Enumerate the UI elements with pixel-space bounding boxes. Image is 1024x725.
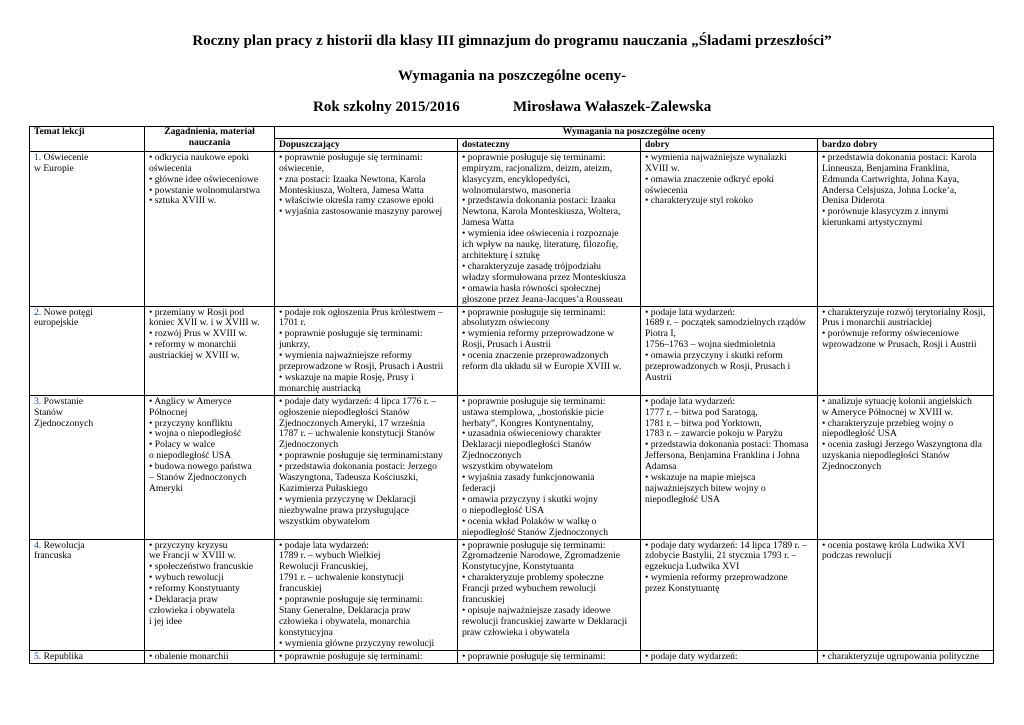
topic-line: europejskie — [34, 318, 79, 329]
cell-line: • podaje lata wydarzeń: — [645, 396, 735, 407]
cell-line: • podaje lata wydarzeń: — [279, 540, 369, 551]
cell-line: Zjednoczonych — [822, 462, 882, 473]
header-grade-bardzo-dobry: bardzo dobry — [818, 138, 994, 151]
cell-line: • omawia przyczyny i skutki wojny — [462, 494, 598, 505]
topic-cell — [30, 539, 145, 650]
topic-cell — [30, 306, 145, 395]
cell-line: • poprawnie posługuje się terminami: — [462, 152, 606, 163]
cell-line: podczas rewolucji — [822, 551, 892, 562]
cell-line: • omawia przyczyny i skutki reform — [645, 351, 783, 362]
cell-line: niepodległość Stanów Zjednoczonych — [462, 527, 609, 538]
cell-line: • wymienia główne przyczyny rewolucji — [279, 638, 435, 649]
lesson-number: 1. — [34, 152, 42, 163]
topic-cell — [30, 151, 145, 306]
cell-line: • poprawnie posługuje się terminami: — [462, 396, 606, 407]
issues-cell — [145, 539, 275, 650]
table-row — [30, 650, 994, 663]
cell-line: • poprawnie posługuje się terminami: — [279, 595, 423, 606]
cell-line: empiryzm, racjonalizm, deizm, ateizm, — [462, 163, 612, 174]
grade-dobry-cell — [641, 539, 818, 650]
grade-bardzo-dobry-cell — [818, 395, 994, 539]
cell-line: • podaje daty wydarzeń: 14 lipca 1789 r. – — [645, 540, 807, 551]
cell-line: • podaje lata wydarzeń: — [645, 307, 735, 318]
cell-line: • przedstawia dokonania postaci: Thomasa — [645, 440, 809, 451]
cell-line: ogłoszenie niepodległości Stanów — [279, 407, 410, 418]
cell-line: architekturę i sztukę — [462, 250, 540, 261]
cell-line: głoszone przez Jeana-Jacques’a Rousseau — [462, 294, 623, 305]
cell-line: • porównuje klasycyzm z innymi — [822, 207, 949, 218]
cell-line: wszystkim obywatelom — [462, 462, 553, 473]
cell-line: • wymienia najważniejsze reformy — [279, 351, 413, 362]
cell-line: 1701 r. — [279, 318, 306, 329]
cell-line: Francji przed wybuchem rewolucji — [462, 584, 596, 595]
cell-line: kierunkami artystycznymi — [822, 218, 923, 229]
cell-line: • wybuch rewolucji — [149, 573, 224, 584]
cell-line: • główne idee oświeceniowe — [149, 174, 259, 185]
cell-line: • reformy Konstytuanty — [149, 584, 240, 595]
topic-line: Oświecenie — [43, 152, 89, 163]
cell-line: ich wpływ na naukę, literaturę, filozofię, — [462, 240, 619, 251]
cell-line: • podaje daty wydarzeń: 4 lipca 1776 r. – — [279, 396, 437, 407]
cell-line: • rozwój Prus w XVIII w. — [149, 329, 248, 340]
cell-line: • charakteryzuje rozwój terytorialny Rosji, — [822, 307, 986, 318]
cell-line: 1756–1763 – wojna siedmioletnia — [645, 340, 776, 351]
cell-line: XVIII w. — [645, 163, 680, 174]
cell-line: • wymienia najważniejsze wynalazki — [645, 152, 787, 163]
cell-line: • poprawnie posługuje się terminami: — [462, 651, 606, 662]
requirements-table — [29, 126, 994, 664]
cell-line: • ocenia wkład Polaków w walkę o — [462, 516, 597, 527]
table-row — [30, 306, 994, 395]
lesson-number: 3. — [34, 396, 42, 407]
cell-line: wprowadzone w Prusach, Rosji i Austrii — [822, 340, 977, 351]
cell-line: • wymienia reformy przeprowadzone — [645, 573, 788, 584]
cell-line: Północnej — [149, 407, 188, 418]
cell-line: egzekucja Ludwika XVI — [645, 562, 740, 573]
cell-line: • omawia hasła równości społecznej — [462, 283, 601, 294]
cell-line: Edmunda Cartwrighta, Johna Kaya, — [822, 174, 960, 185]
cell-line: • omawia znaczenie odkryć epoki — [645, 174, 775, 185]
cell-line: • budowa nowego państwa — [149, 462, 252, 473]
cell-line: konstytucyjna — [279, 627, 333, 638]
grade-bardzo-dobry-cell — [818, 539, 994, 650]
cell-line: Kazimierza Pułaskiego — [279, 484, 368, 494]
cell-line: • wymienia przyczynę w Deklaracji — [279, 494, 417, 505]
cell-line: o niepodległość USA — [462, 505, 545, 516]
issues-cell — [145, 306, 275, 395]
header-topic: Temat lekcji — [30, 127, 145, 152]
table-row — [30, 395, 994, 539]
issues-cell — [145, 395, 275, 539]
cell-line: 1689 r. – początek samodzielnych rządów — [645, 318, 806, 329]
topic-line: Stanów — [34, 407, 63, 418]
cell-line: monarchię austriacką — [279, 383, 361, 394]
cell-line: Prus i monarchii austriackiej — [822, 318, 933, 329]
cell-line: i jej idee — [149, 616, 183, 627]
topic-cell — [30, 650, 145, 663]
grade-dostateczny-cell — [458, 151, 641, 306]
cell-line: federacji — [462, 484, 496, 494]
cell-line: • wyjaśnia zastosowanie maszyny parowej — [279, 207, 443, 218]
cell-line: • przedstawia dokonania postaci: Izaaka — [462, 196, 616, 207]
cell-line: 1783 r. – zawarcie pokoju w Paryżu — [645, 429, 783, 440]
grade-dostateczny-cell — [458, 650, 641, 663]
cell-line: najważniejszych bitew wojny o — [645, 484, 766, 494]
cell-line: • Deklaracja praw — [149, 595, 218, 606]
grade-dopuszczajacy-cell — [275, 395, 458, 539]
table-row — [30, 539, 994, 650]
cell-line: wolnomularstwo, masoneria — [462, 185, 571, 196]
cell-line: • przedstawia dokonania postaci: Karola — [822, 152, 977, 163]
school-year: Rok szkolny 2015/2016 — [313, 99, 460, 115]
topic-line: Powstanie — [43, 396, 84, 407]
cell-line: oświecenia — [149, 163, 192, 174]
lesson-number: 4. — [34, 540, 42, 551]
cell-line: Rosji, Prusach i Austrii — [462, 340, 552, 351]
cell-line: o niepodległość USA — [149, 451, 232, 462]
cell-line: • powstanie wolnomularstwa — [149, 185, 261, 196]
cell-line: Ameryki — [149, 484, 184, 494]
cell-line: Piotra I, — [645, 329, 676, 340]
grade-dostateczny-cell — [458, 395, 641, 539]
cell-line: 1777 r. – bitwa pod Saratogą, — [645, 407, 758, 418]
topic-cell — [30, 395, 145, 539]
cell-line: reform dla układu sił w Europie XVIII w. — [462, 362, 622, 373]
cell-line: klasycyzm, encyklopedyści, — [462, 174, 570, 185]
cell-line: francuskiej — [462, 595, 505, 606]
cell-line: koniec XVII w. i w XVIII w. — [149, 318, 260, 329]
cell-line: junkrzy, — [279, 340, 311, 351]
cell-line: austriackiej w XVIII w. — [149, 351, 240, 362]
cell-line: • wyjaśnia zasady funkcjonowania — [462, 473, 595, 484]
cell-line: Waszyngtona, Tadeusza Kościuszki, — [279, 473, 419, 484]
topic-line: w Europie — [34, 163, 74, 174]
cell-line: • wymienia reformy przeprowadzone w — [462, 329, 615, 340]
cell-line: • właściwie określa ramy czasowe epoki — [279, 196, 434, 207]
cell-line: niepodległość USA — [822, 429, 897, 440]
topic-line: Republika — [43, 651, 84, 662]
grade-dopuszczajacy-cell — [275, 539, 458, 650]
issues-cell — [145, 650, 275, 663]
topic-line: francuska — [34, 551, 72, 562]
cell-line: Zjednoczonych Ameryki, 17 września — [279, 418, 425, 429]
cell-line: • charakteryzuje zasadę trójpodziału — [462, 261, 601, 272]
cell-line: Austrii — [645, 372, 672, 383]
cell-line: • wskazuje na mapie Rosję, Prusy i — [279, 372, 414, 383]
cell-line: • charakteryzuje ugrupowania polityczne — [822, 651, 980, 662]
cell-line: we Francji w XVIII w. — [149, 551, 237, 562]
cell-line: • charakteryzuje przebieg wojny o — [822, 418, 954, 429]
author-name: Mirosława Wałaszek-Zalewska — [513, 99, 712, 115]
cell-line: • obalenie monarchii — [149, 651, 229, 662]
cell-line: francuskiej — [279, 584, 322, 595]
cell-line: • uzasadnia oświeceniowy charakter — [462, 429, 601, 440]
cell-line: Konstytucyjne, Konstytuanta — [462, 562, 574, 573]
cell-line: • wskazuje na mapie miejsca — [645, 473, 756, 484]
cell-line: Jeffersona, Benjamina Franklina i Johna — [645, 451, 800, 462]
grade-dostateczny-cell — [458, 306, 641, 395]
cell-line: ustawa stemplowa, „bostońskie picie — [462, 407, 604, 418]
cell-line: Rewolucji Francuskiej, — [279, 562, 368, 573]
cell-line: przeprowadzone w Rosji, Prusach i Austrii — [279, 362, 444, 373]
topic-line: Rewolucja — [43, 540, 85, 551]
cell-line: władzy sformułowana przez Monteskiusza — [462, 272, 626, 283]
header-grade-dostateczny: dostateczny — [458, 138, 641, 151]
cell-line: • poprawnie posługuje się terminami: — [462, 307, 606, 318]
cell-line: Jamesa Watta — [462, 218, 515, 229]
cell-line: • poprawnie posługuje się terminami: — [279, 651, 423, 662]
header-requirements: Wymagania na poszczególne oceny — [275, 127, 994, 139]
cell-line: • reformy w monarchii — [149, 340, 237, 351]
cell-line: oświecenie, — [279, 163, 325, 174]
cell-line: – Stanów Zjednoczonych — [149, 473, 247, 484]
grade-dobry-cell — [641, 650, 818, 663]
cell-line: Zjednoczonych — [462, 451, 522, 462]
cell-line: • przyczyny konfliktu — [149, 418, 233, 429]
grade-bardzo-dobry-cell — [818, 650, 994, 663]
grade-dobry-cell — [641, 395, 818, 539]
cell-line: w Ameryce Północnej w XVIII w. — [822, 407, 953, 418]
cell-line: • ocenia znaczenie przeprowadzonych — [462, 351, 609, 362]
grade-dobry-cell — [641, 306, 818, 395]
header-issues: Zagadnienia, materiał nauczania — [145, 127, 275, 152]
lesson-number: 5. — [34, 651, 42, 662]
cell-line: • poprawnie posługuje się terminami: — [279, 152, 423, 163]
cell-line: • podaje daty wydarzeń: — [645, 651, 738, 662]
cell-line: Stany Generalne, Deklaracja praw — [279, 605, 411, 616]
grade-dobry-cell — [641, 151, 818, 306]
cell-line: Deklaracji niepodległości Stanów — [462, 440, 592, 451]
cell-line: Zjednoczonych — [279, 440, 339, 451]
cell-line: zdobycie Bastylii, 21 stycznia 1793 r. – — [645, 551, 797, 562]
cell-line: 1781 r. – bitwa pod Yorktown, — [645, 418, 762, 429]
cell-line: • wojna o niepodległość — [149, 429, 242, 440]
cell-line: 1789 r. – wybuch Wielkiej — [279, 551, 381, 562]
cell-line: • ocenia zasługi Jerzego Waszyngtona dla — [822, 440, 982, 451]
cell-line: herbaty”, Kongres Kontynentalny, — [462, 418, 594, 429]
cell-line: oświecenia — [645, 185, 688, 196]
issues-cell — [145, 151, 275, 306]
cell-line: przeprowadzonych w Rosji, Prusach i — [645, 362, 791, 373]
topic-line: Zjednoczonych — [34, 418, 94, 429]
cell-line: 1787 r. – uchwalenie konstytucji Stanów — [279, 429, 436, 440]
cell-line: • Anglicy w Ameryce — [149, 396, 232, 407]
cell-line: Zgromadzenie Narodowe, Zgromadzenie — [462, 551, 620, 562]
cell-line: • poprawnie posługuje się terminami:stany — [279, 451, 443, 462]
grade-bardzo-dobry-cell — [818, 306, 994, 395]
cell-line: absolutyzm oświecony — [462, 318, 550, 329]
table-row — [30, 151, 994, 306]
cell-line: • analizuje sytuację kolonii angielskich — [822, 396, 972, 407]
cell-line: uzyskania niepodległości Stanów — [822, 451, 950, 462]
cell-line: • sztuka XVIII w. — [149, 196, 217, 207]
document-subtitle: Wymagania na poszczególne oceny- — [397, 68, 627, 84]
header-grade-dobry: dobry — [641, 138, 818, 151]
cell-line: • wymienia idee oświecenia i rozpoznaje — [462, 229, 619, 240]
cell-line: praw człowieka i obywatela — [462, 627, 570, 638]
cell-line: • przedstawia dokonania postaci: Jerzego — [279, 462, 437, 473]
cell-line: niezbywalne prawa przysługujące — [279, 505, 409, 516]
cell-line: • Polacy w walce — [149, 440, 215, 451]
cell-line: • ocenia postawę króla Ludwika XVI — [822, 540, 965, 551]
cell-line: • opisuje najważniejsze zasady ideowe — [462, 605, 611, 616]
cell-line: • poprawnie posługuje się terminami: — [462, 540, 606, 551]
cell-line: • przemiany w Rosji pod — [149, 307, 245, 318]
cell-line: • charakteryzuje problemy społeczne — [462, 573, 604, 584]
grade-dopuszczajacy-cell — [275, 650, 458, 663]
cell-line: Linneusza, Benjamina Franklina, — [822, 163, 950, 174]
cell-line: Monteskiusza, Woltera, Jamesa Watta — [279, 185, 424, 196]
cell-line: Andersa Celsjusza, Johna Locke’a, — [822, 185, 957, 196]
cell-line: • poprawnie posługuje się terminami: — [279, 329, 423, 340]
cell-line: człowieka i obywatela — [149, 605, 235, 616]
cell-line: • charakteryzuje styl rokoko — [645, 196, 754, 207]
grade-dopuszczajacy-cell — [275, 306, 458, 395]
cell-line: • porównuje reformy oświeceniowe — [822, 329, 959, 340]
cell-line: • odkrycia naukowe epoki — [149, 152, 250, 163]
grade-dopuszczajacy-cell — [275, 151, 458, 306]
cell-line: niepodległość USA — [645, 494, 720, 505]
cell-line: Denisa Diderota — [822, 196, 885, 207]
cell-line: Adamsa — [645, 462, 677, 473]
cell-line: człowieka i obywatela, monarchia — [279, 616, 411, 627]
cell-line: • przyczyny kryzysu — [149, 540, 228, 551]
topic-line: Nowe potęgi — [43, 307, 93, 318]
header-grade-dopuszczajacy: Dopuszczający — [275, 138, 458, 151]
document-title: Roczny plan pracy z historii dla klasy III gimnazjum do programu nauczania „Śladami przeszłości” — [192, 33, 832, 49]
grade-bardzo-dobry-cell — [818, 151, 994, 306]
cell-line: Newtona, Karola Monteskiusza, Woltera, — [462, 207, 621, 218]
cell-line: przez Konstytuantę — [645, 584, 720, 595]
cell-line: • zna postaci: Izaaka Newtona, Karola — [279, 174, 426, 185]
cell-line: • społeczeństwo francuskie — [149, 562, 254, 573]
lesson-number: 2. — [34, 307, 42, 318]
cell-line: • podaje rok ogłoszenia Prus królestwem – — [279, 307, 443, 318]
cell-line: wszystkim obywatelom — [279, 516, 370, 527]
cell-line: 1791 r. – uchwalenie konstytucji — [279, 573, 404, 584]
cell-line: rewolucji francuskiej zawarte w Deklaracji — [462, 616, 628, 627]
grade-dostateczny-cell — [458, 539, 641, 650]
